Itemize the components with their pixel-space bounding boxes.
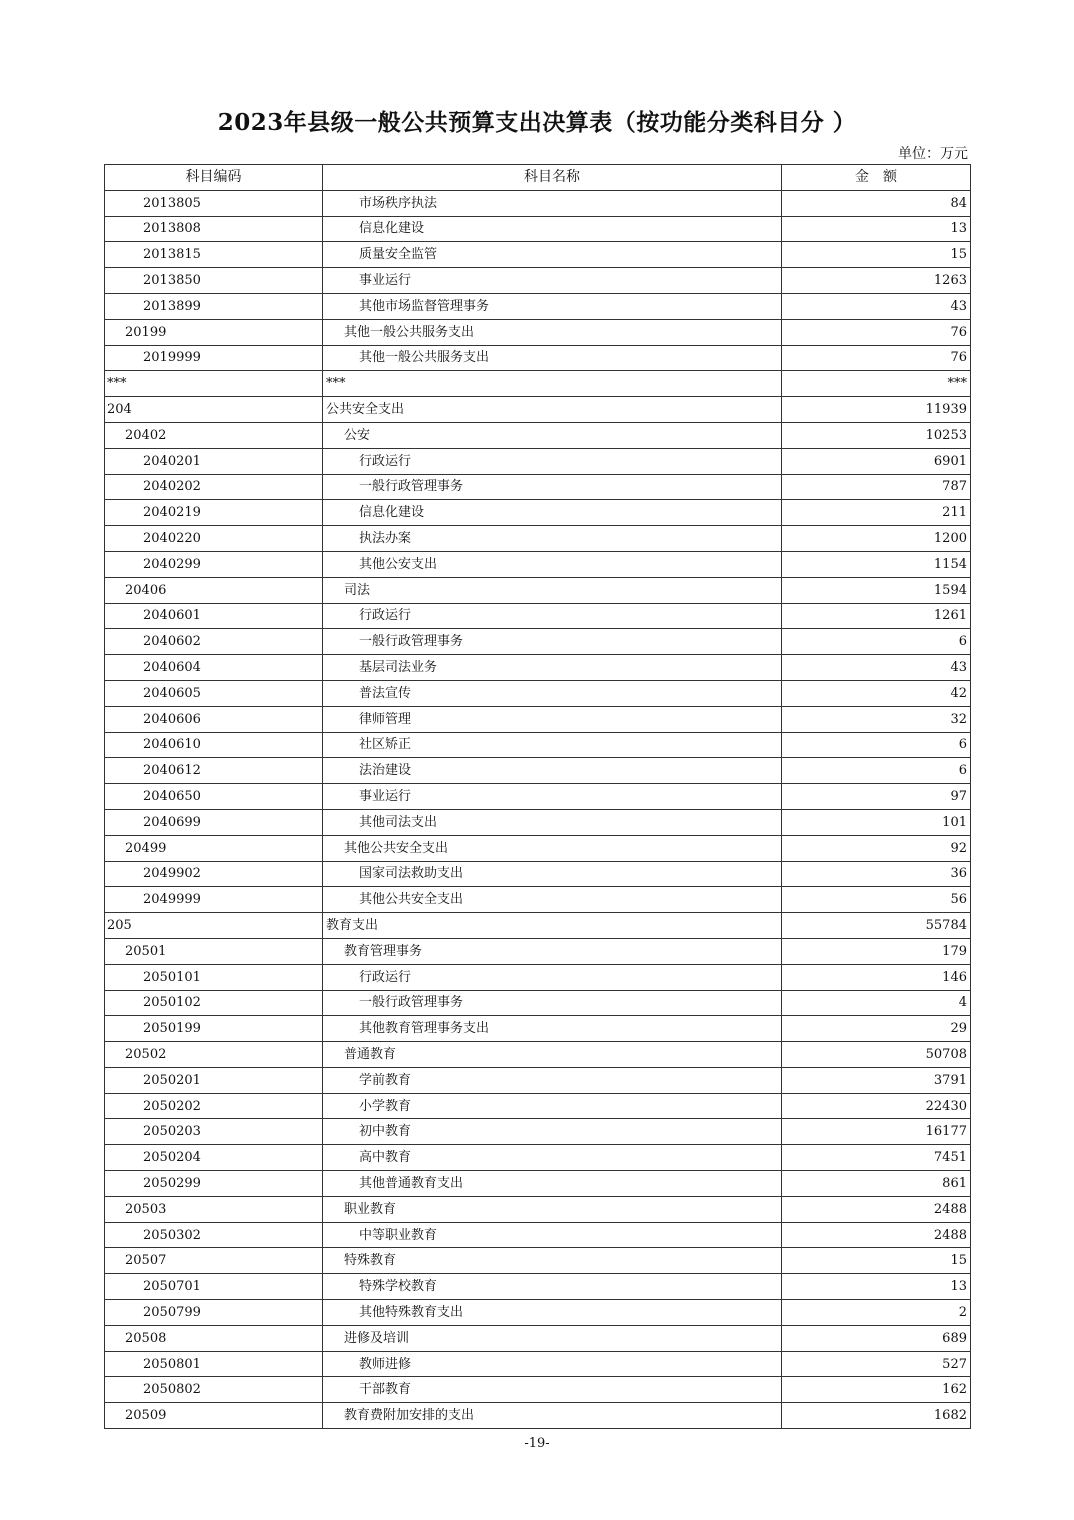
row-name: 公安 [323,422,782,448]
table-row [105,680,971,706]
row-code: 2013899 [105,293,323,319]
row-name: *** [323,371,782,397]
table-row [105,1300,971,1326]
page-title: 2023年县级一般公共预算支出决算表（按功能分类科目分 ） [217,109,857,136]
row-code: 2050101 [105,964,323,990]
row-name: 行政运行 [323,603,782,629]
table-row [105,603,971,629]
row-code: 2040612 [105,758,323,784]
row-name: 其他普通教育支出 [323,1171,782,1197]
table-row [105,1042,971,1068]
table-row [105,268,971,294]
row-amount: 2488 [782,1196,971,1222]
row-amount: 7451 [782,1145,971,1171]
row-name: 进修及培训 [323,1325,782,1351]
row-code: 2013815 [105,242,323,268]
row-code: 20501 [105,938,323,964]
row-name: 信息化建设 [323,216,782,242]
row-code: 2040219 [105,500,323,526]
table-row [105,861,971,887]
row-code: 2050801 [105,1351,323,1377]
row-name: 初中教育 [323,1119,782,1145]
row-name: 事业运行 [323,268,782,294]
header-code: 科目编码 [105,165,323,191]
row-amount: 76 [782,345,971,371]
table-row [105,913,971,939]
row-amount: 1682 [782,1403,971,1429]
table-row [105,887,971,913]
table-row [105,474,971,500]
row-name: 特殊学校教育 [323,1274,782,1300]
row-name: 信息化建设 [323,500,782,526]
row-amount: 43 [782,293,971,319]
row-name: 事业运行 [323,784,782,810]
row-amount: 527 [782,1351,971,1377]
row-amount: 97 [782,784,971,810]
row-name: 执法办案 [323,526,782,552]
row-amount: 29 [782,1016,971,1042]
table-row [105,1196,971,1222]
page-number: -19- [524,1436,550,1451]
row-amount: 162 [782,1377,971,1403]
row-amount: 6901 [782,448,971,474]
budget-table [104,164,971,1429]
table-row [105,1093,971,1119]
row-code: 2050201 [105,1067,323,1093]
row-name: 其他公共安全支出 [323,887,782,913]
row-amount: 13 [782,216,971,242]
row-amount: 1200 [782,526,971,552]
row-name: 教师进修 [323,1351,782,1377]
row-amount: 92 [782,835,971,861]
row-name: 其他特殊教育支出 [323,1300,782,1326]
table-row [105,1403,971,1429]
table-row [105,1119,971,1145]
row-code: 2050302 [105,1222,323,1248]
row-amount: 42 [782,680,971,706]
table-row [105,190,971,216]
row-amount: 2 [782,1300,971,1326]
row-name: 市场秩序执法 [323,190,782,216]
row-name: 公共安全支出 [323,397,782,423]
table-body [105,190,971,1428]
row-amount: 36 [782,861,971,887]
row-name: 教育费附加安排的支出 [323,1403,782,1429]
row-amount: 55784 [782,913,971,939]
table-row [105,1222,971,1248]
row-name: 社区矫正 [323,732,782,758]
row-name: 质量安全监管 [323,242,782,268]
row-name: 国家司法救助支出 [323,861,782,887]
row-amount: 1261 [782,603,971,629]
row-code: 2040650 [105,784,323,810]
row-code: 2040605 [105,680,323,706]
row-amount: 76 [782,319,971,345]
row-code: 2040220 [105,526,323,552]
table-row [105,216,971,242]
table-row [105,1325,971,1351]
row-amount: 84 [782,190,971,216]
row-name: 其他一般公共服务支出 [323,319,782,345]
row-amount: 146 [782,964,971,990]
table-row [105,758,971,784]
row-code: 2050802 [105,1377,323,1403]
table-row [105,990,971,1016]
row-amount: 211 [782,500,971,526]
row-amount: 2488 [782,1222,971,1248]
row-name: 教育管理事务 [323,938,782,964]
row-name: 其他教育管理事务支出 [323,1016,782,1042]
table-row [105,732,971,758]
row-name: 法治建设 [323,758,782,784]
row-name: 行政运行 [323,964,782,990]
row-amount: 32 [782,706,971,732]
row-amount: 10253 [782,422,971,448]
row-code: 2050701 [105,1274,323,1300]
row-name: 其他公共安全支出 [323,835,782,861]
table-row [105,242,971,268]
row-amount: 689 [782,1325,971,1351]
table-row [105,577,971,603]
table-row [105,655,971,681]
row-name: 特殊教育 [323,1248,782,1274]
table-row [105,397,971,423]
row-code: 2040610 [105,732,323,758]
row-amount: 1594 [782,577,971,603]
row-amount: 101 [782,809,971,835]
row-amount: 56 [782,887,971,913]
row-amount: 6 [782,732,971,758]
row-name: 教育支出 [323,913,782,939]
row-name: 其他市场监督管理事务 [323,293,782,319]
row-code: 2049902 [105,861,323,887]
row-amount: 1154 [782,551,971,577]
row-code: 2040699 [105,809,323,835]
row-name: 普通教育 [323,1042,782,1068]
row-amount: 4 [782,990,971,1016]
table-row [105,1377,971,1403]
row-code: 2050204 [105,1145,323,1171]
unit-label: 单位：万元 [898,146,968,162]
table-row [105,448,971,474]
row-name: 其他公安支出 [323,551,782,577]
row-code: 2050299 [105,1171,323,1197]
row-code: 20508 [105,1325,323,1351]
row-code: 20406 [105,577,323,603]
row-code: 2050102 [105,990,323,1016]
row-code: 20509 [105,1403,323,1429]
row-code: 2013850 [105,268,323,294]
row-code: *** [105,371,323,397]
table-row [105,371,971,397]
row-code: 205 [105,913,323,939]
table-row [105,1171,971,1197]
row-name: 学前教育 [323,1067,782,1093]
row-amount: 15 [782,1248,971,1274]
table-row [105,293,971,319]
row-code: 2040201 [105,448,323,474]
row-name: 其他一般公共服务支出 [323,345,782,371]
table-row [105,809,971,835]
table-row [105,551,971,577]
table-row [105,938,971,964]
row-name: 一般行政管理事务 [323,474,782,500]
row-code: 2040602 [105,629,323,655]
row-amount: 6 [782,629,971,655]
row-code: 20499 [105,835,323,861]
row-name: 律师管理 [323,706,782,732]
row-amount: 6 [782,758,971,784]
row-code: 20502 [105,1042,323,1068]
row-name: 干部教育 [323,1377,782,1403]
row-amount: 11939 [782,397,971,423]
table-row [105,1248,971,1274]
table-row [105,1016,971,1042]
row-name: 行政运行 [323,448,782,474]
row-name: 司法 [323,577,782,603]
table-row [105,629,971,655]
table-row [105,526,971,552]
row-name: 一般行政管理事务 [323,990,782,1016]
row-name: 基层司法业务 [323,655,782,681]
row-name: 高中教育 [323,1145,782,1171]
row-amount: 179 [782,938,971,964]
header-amount: 金 额 [782,165,971,191]
table-row [105,500,971,526]
row-amount: 13 [782,1274,971,1300]
row-code: 2040299 [105,551,323,577]
row-code: 2040202 [105,474,323,500]
row-code: 2050202 [105,1093,323,1119]
row-code: 20402 [105,422,323,448]
row-name: 职业教育 [323,1196,782,1222]
row-amount: 15 [782,242,971,268]
row-code: 2050203 [105,1119,323,1145]
row-amount: *** [782,371,971,397]
table-row [105,784,971,810]
table-row [105,835,971,861]
row-code: 2013805 [105,190,323,216]
table-row [105,319,971,345]
row-code: 20503 [105,1196,323,1222]
table-row [105,1274,971,1300]
row-amount: 16177 [782,1119,971,1145]
table-row [105,1145,971,1171]
row-amount: 787 [782,474,971,500]
row-name: 普法宣传 [323,680,782,706]
row-amount: 1263 [782,268,971,294]
table-row [105,345,971,371]
row-code: 2040606 [105,706,323,732]
row-name: 其他司法支出 [323,809,782,835]
table-row [105,706,971,732]
row-amount: 3791 [782,1067,971,1093]
row-code: 2013808 [105,216,323,242]
header-name: 科目名称 [323,165,782,191]
row-code: 204 [105,397,323,423]
row-code: 2040601 [105,603,323,629]
row-code: 2040604 [105,655,323,681]
row-code: 2050199 [105,1016,323,1042]
row-amount: 22430 [782,1093,971,1119]
row-code: 20199 [105,319,323,345]
row-amount: 50708 [782,1042,971,1068]
row-amount: 43 [782,655,971,681]
row-name: 小学教育 [323,1093,782,1119]
table-row [105,964,971,990]
table-row [105,1067,971,1093]
row-code: 2049999 [105,887,323,913]
row-code: 20507 [105,1248,323,1274]
row-amount: 861 [782,1171,971,1197]
table-row [105,1351,971,1377]
row-code: 2050799 [105,1300,323,1326]
row-name: 一般行政管理事务 [323,629,782,655]
row-code: 2019999 [105,345,323,371]
table-header-row [105,165,971,191]
table-row [105,422,971,448]
row-name: 中等职业教育 [323,1222,782,1248]
